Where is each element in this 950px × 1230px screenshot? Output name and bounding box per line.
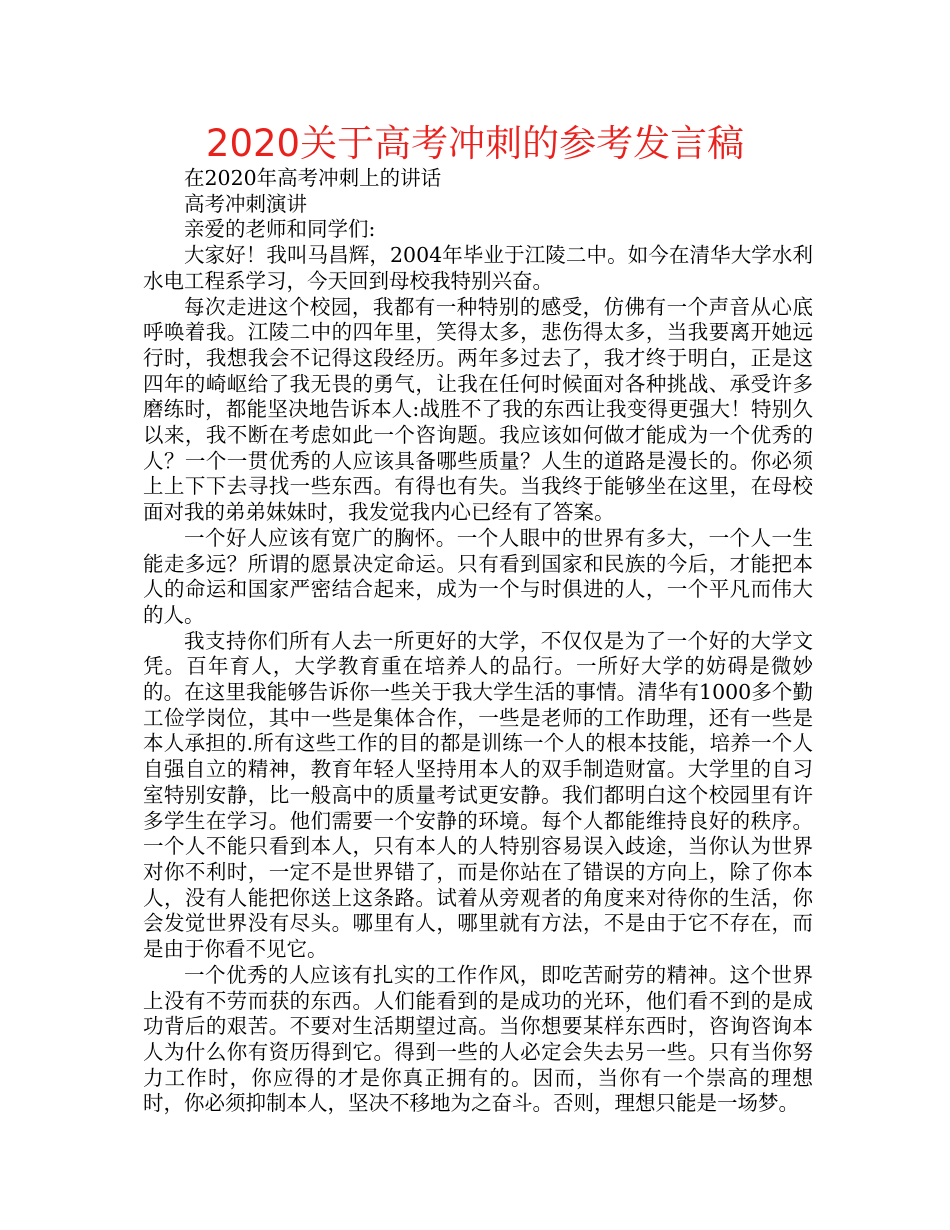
paragraph-speech-subtitle: 高考冲刺演讲 xyxy=(184,191,307,216)
paragraph-broad-mind: 一个好人应该有宽广的胸怀。一个人眼中的世界有多大，一个人一生能走多远？所谓的愿景决定命运。只有看到国家和民族的今后，才能把本人的命运和国家严密结合起来，成为一个与时俱进的人，一个平凡而伟大的人。 xyxy=(143,525,813,627)
paragraph-university-life: 我支持你们所有人去一所更好的大学，不仅仅是为了一个好的大学文凭。百年育人，大学教育重在培养人的品行。一所好大学的妨碍是微妙的。在这里我能够告诉你一些关于我大学生活的事情。清华有1000多个勤工俭学岗位，其中一些是集体合作，一些是老师的工作助理，还有一些是本人承担的.所有这些工作的目的都是训练一个人的根本技能，培养一个人自强自立的精神，教育年轻人坚持用本人的双手制造财富。大学里的自习室特别安静，比一般高中的质量考试更安静。我们都明白这个校园里有许多学生在学习。他们需要一个安静的环境。每个人都能维持良好的秩序。一个人不能只看到本人，只有本人的人特别容易误入歧途，当你认为世界对你不利时，一定不是世界错了，而是你站在了错误的方向上，除了你本人，没有人能把你送上这条路。试着从旁观者的角度来对待你的生活，你会发觉世界没有尽头。哪里有人，哪里就有方法，不是由于它不存在，而是由于你看不见它。 xyxy=(143,628,813,962)
document-body xyxy=(143,166,813,1117)
paragraph-campus-reflection: 每次走进这个校园，我都有一种特别的感受，仿佛有一个声音从心底呼唤着我。江陵二中的四年里，笑得太多，悲伤得太多，当我要离开她远行时，我想我会不记得这段经历。两年多过去了，我才终于明白，正是这四年的崎岖给了我无畏的勇气，让我在任何时候面对各种挑战、承受许多磨练时，都能坚决地告诉本人:战胜不了我的东西让我变得更强大！特别久以来，我不断在考虑如此一个咨询题。我应该如何做才能成为一个优秀的人？一个一贯优秀的人应该具备哪些质量？人生的道路是漫长的。你必须上上下下去寻找一些东西。有得也有失。当我终于能够坐在这里，在母校面对我的弟弟妹妹时，我发觉我内心已经有了答案。 xyxy=(143,294,813,525)
paragraph-salutation: 亲爱的老师和同学们: xyxy=(184,217,376,242)
paragraph-speech-occasion: 在2020年高考冲刺上的讲话 xyxy=(184,166,442,190)
paragraph-work-ethic: 一个优秀的人应该有扎实的工作作风，即吃苦耐劳的精神。这个世界上没有不劳而获的东西。人们能看到的是成功的光环，他们看不到的是成功背后的艰苦。不要对生活期望过高。当你想要某样东西时，咨询咨询本人为什么你有资历得到它。得到一些的人必定会失去另一些。只有当你努力工作时，你应得的才是你真正拥有的。因而，当你有一个崇高的理想时，你必须抑制本人，坚决不移地为之奋斗。否则，理想只能是一场梦。 xyxy=(143,962,813,1116)
document-title: 2020关于高考冲刺的参考发言稿 xyxy=(205,122,745,165)
paragraph-introduction: 大家好！我叫马昌辉，2004年毕业于江陵二中。如今在清华大学水利水电工程系学习，今天回到母校我特别兴奋。 xyxy=(143,243,813,293)
